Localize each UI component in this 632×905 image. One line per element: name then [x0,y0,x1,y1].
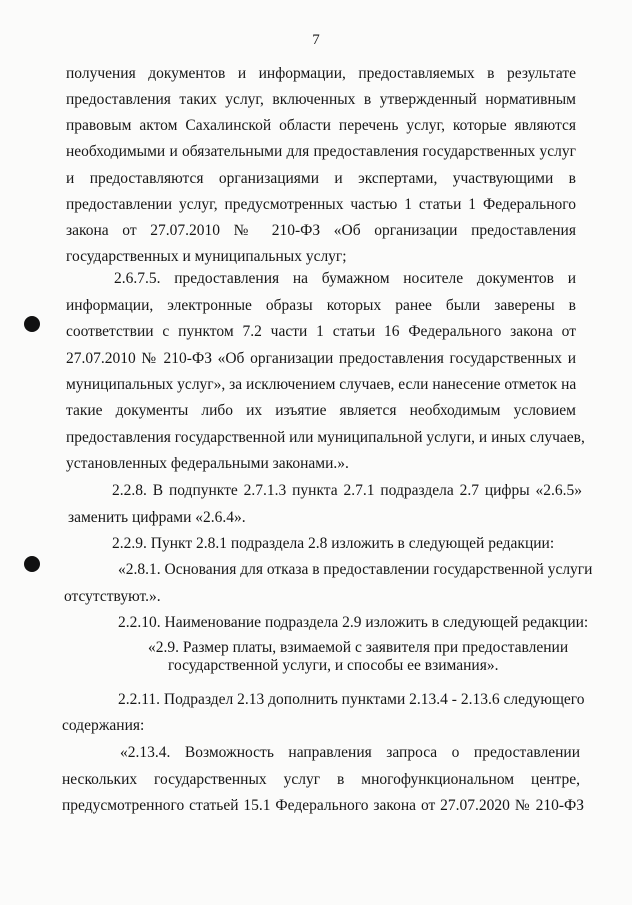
text-line: необходимыми и обязательными для предоставления государственных услуг [66,143,576,160]
text-line: содержания: [62,717,145,734]
text-line: предоставлении услуг, предусмотренных частью 1 статьи 1 Федерального [66,196,576,213]
text-line: такие документы либо их изъятие является необходимым условием [66,402,576,419]
text-line: 27.07.2010 № 210-ФЗ «Об организации предоставления государственных и [66,350,576,367]
text-line: 2.2.9. Пункт 2.8.1 подраздела 2.8 изложить в следующей редакции: [112,535,555,552]
text-line: 2.2.8. В подпункте 2.7.1.3 пункта 2.7.1 подраздела 2.7 цифры «2.6.5» [112,482,582,499]
text-line: установленных федеральными законами.». [66,455,349,472]
text-line: заменить цифрами «2.6.4». [68,509,246,526]
text-line: государственных и муниципальных услуг; [66,248,347,265]
text-line: государственной услуги, и способы ее взимания». [168,657,499,674]
text-line: предоставления государственной или муниципальной услуги, и иных случаев, [66,429,585,446]
binder-hole [24,316,40,332]
text-line: предусмотренного статьей 15.1 Федерального закона от 27.07.2020 № 210-ФЗ [62,797,584,814]
text-line: 2.2.10. Наименование подраздела 2.9 изложить в следующей редакции: [118,614,589,631]
text-line: получения документов и информации, предоставляемых в результате [66,65,576,82]
text-line: и предоставляются организациями и экспертами, участвующими в [66,170,576,187]
text-line: информации, электронные образы которых ранее были заверены в [66,297,576,314]
text-line: правовым актом Сахалинской области перечень услуг, которые являются [66,117,576,134]
text-line: нескольких государственных услуг в многофункциональном центре, [62,771,580,788]
text-line: отсутствуют.». [64,588,161,605]
text-line: «2.13.4. Возможность направления запроса о предоставлении [120,744,580,761]
text-line: соответствии с пунктом 7.2 части 1 статьи 16 Федерального закона от [66,323,576,340]
text-line: «2.8.1. Основания для отказа в предоставлении государственной услуги [118,561,593,578]
text-line: 2.6.7.5. предоставления на бумажном носителе документов и [114,270,576,287]
binder-hole [24,556,40,572]
page-number: 7 [312,32,320,48]
text-line: муниципальных услуг», за исключением случаев, если нанесение отметок на [66,376,577,393]
text-line: «2.9. Размер платы, взимаемой с заявителя при предоставлении [148,639,569,656]
text-line: предоставления таких услуг, включенных в утвержденный нормативным [66,91,576,108]
text-line: 2.2.11. Подраздел 2.13 дополнить пунктами 2.13.4 - 2.13.6 следующего [118,691,585,708]
text-line: закона от 27.07.2010 № 210-ФЗ «Об организации предоставления [66,222,576,239]
